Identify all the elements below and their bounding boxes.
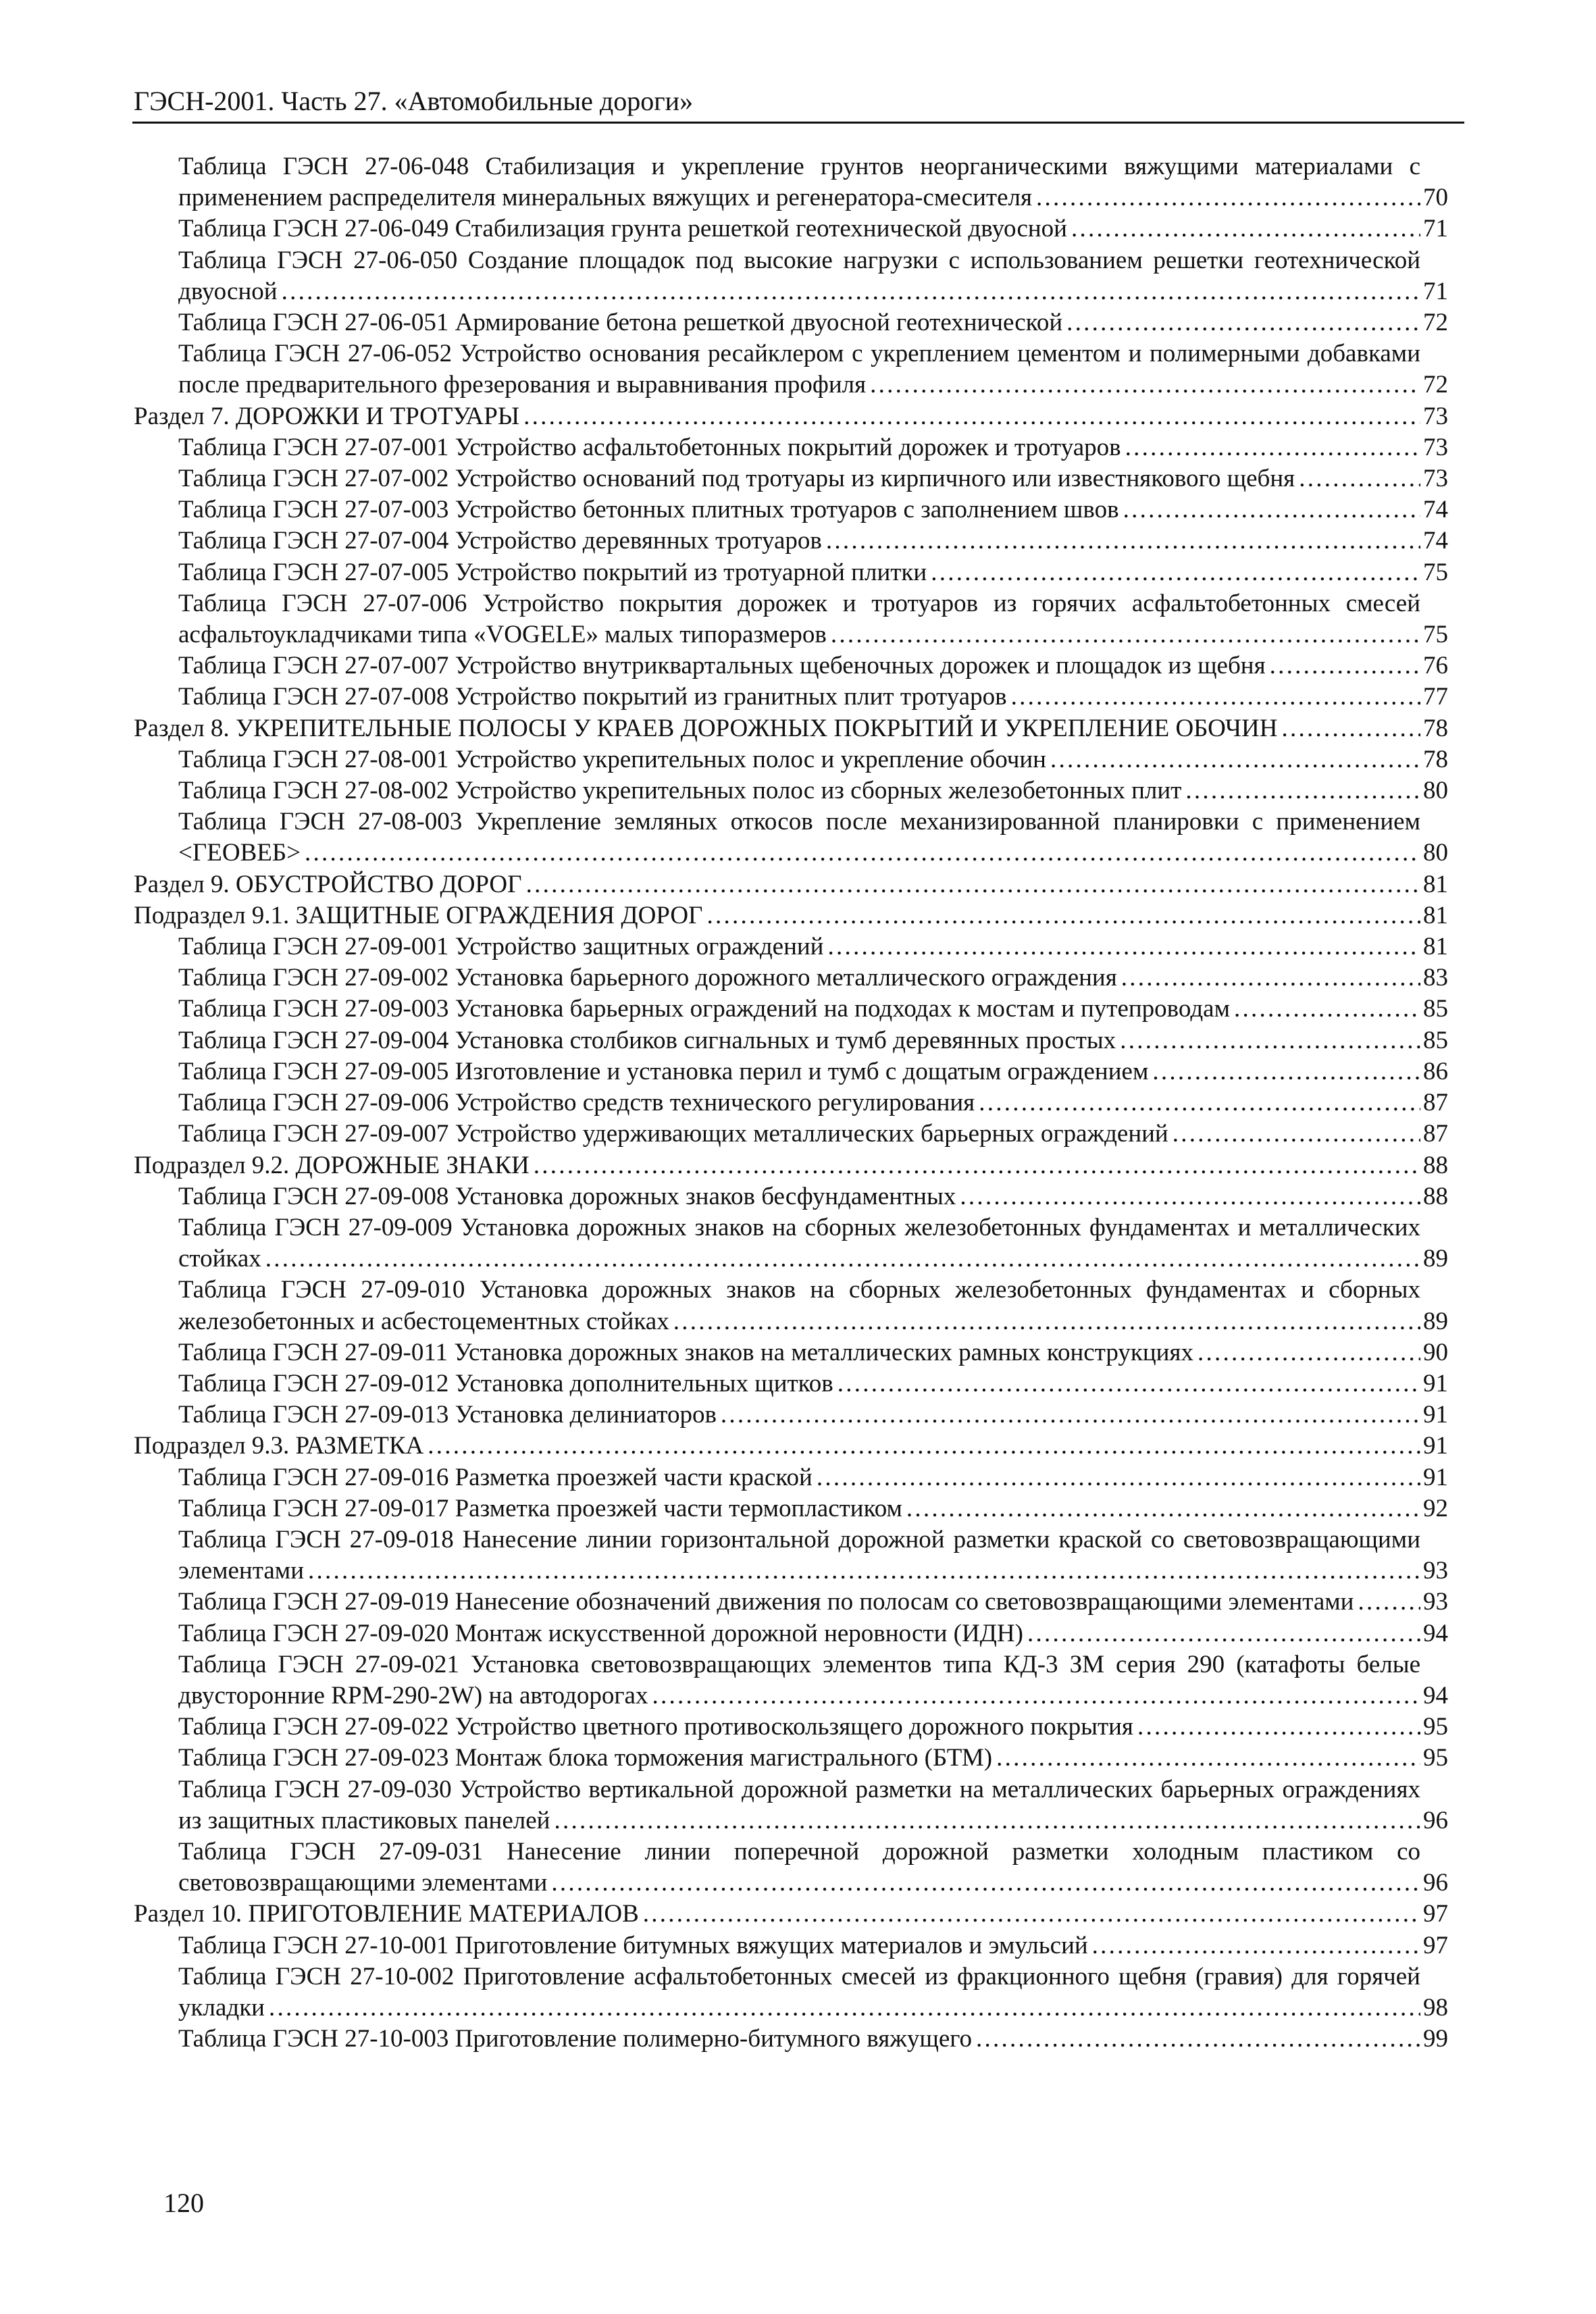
- toc-entry-title: Таблица ГЭСН 27-09-004 Установка столбиков сигнальных и тумб деревянных простых . . .: [178, 1025, 1420, 1056]
- toc-entry-title: Таблица ГЭСН 27-09-019 Нанесение обозначений движения по полосам со световозвращающими элементами . . .: [178, 1587, 1420, 1618]
- toc-entry-page-number: 73: [1423, 402, 1448, 430]
- toc-entry-page-number: 89: [1423, 1307, 1448, 1335]
- toc-table-entry: [134, 213, 1448, 245]
- toc-entry-page-number: 95: [1423, 1744, 1448, 1772]
- toc-entry-title: Таблица ГЭСН 27-09-022 Устройство цветного противоскользящего дорожного покрытия . . .: [178, 1712, 1420, 1743]
- toc-entry-title: Таблица ГЭСН 27-09-003 Установка барьерных ограждений на подходах к мостам и путепроводам . . .: [178, 994, 1420, 1025]
- toc-entry-page-number: 74: [1423, 496, 1448, 524]
- toc-entry-page-number: 91: [1423, 1463, 1448, 1491]
- toc-table-entry: [134, 1712, 1448, 1743]
- toc-entry-page-number: 87: [1423, 1120, 1448, 1148]
- toc-table-entry: [134, 1275, 1448, 1337]
- toc-entry-title: Таблица ГЭСН 27-10-001 Приготовление битумных вяжущих материалов и эмульсий . . .: [178, 1930, 1420, 1961]
- toc-section-entry: [134, 1431, 1448, 1462]
- toc-table-entry: [134, 1025, 1448, 1056]
- toc-entry-title: Таблица ГЭСН 27-07-002 Устройство оснований под тротуары из кирпичного или известнякового щебня . . .: [178, 463, 1420, 494]
- toc-table-entry: [134, 432, 1448, 463]
- toc-table-entry: [134, 2024, 1448, 2055]
- toc-table-entry: [134, 1212, 1448, 1275]
- toc-entry-page-number: 96: [1423, 1869, 1448, 1897]
- toc-entry-title: Таблица ГЭСН 27-06-049 Стабилизация грунта решеткой геотехнической двуосной . . .: [178, 213, 1420, 245]
- toc-entry-page-number: 91: [1423, 1401, 1448, 1429]
- toc-entry-page-number: 77: [1423, 683, 1448, 711]
- toc-entry-page-number: 71: [1423, 277, 1448, 305]
- toc-entry-page-number: 90: [1423, 1338, 1448, 1366]
- toc-entry-page-number: 95: [1423, 1713, 1448, 1741]
- toc-entry-page-number: 78: [1423, 714, 1448, 742]
- toc-table-entry: [134, 494, 1448, 525]
- toc-entry-page-number: 97: [1423, 1931, 1448, 1959]
- toc-entry-title: Таблица ГЭСН 27-07-003 Устройство бетонных плитных тротуаров с заполнением швов . . .: [178, 494, 1420, 525]
- toc-table-entry: [134, 1930, 1448, 1961]
- toc-section-entry: [134, 900, 1448, 931]
- toc-section-entry: [134, 869, 1448, 900]
- toc-table-entry: [134, 1462, 1448, 1493]
- toc-entry-page-number: 85: [1423, 995, 1448, 1023]
- toc-table-entry: [134, 525, 1448, 557]
- toc-entry-page-number: 88: [1423, 1151, 1448, 1179]
- toc-table-entry: [134, 1181, 1448, 1212]
- toc-entry-page-number: 91: [1423, 1369, 1448, 1397]
- toc-entry-title: Таблица ГЭСН 27-10-002 Приготовление асфальтобетонных смесей из фракционного щебня (гравия) для горячей укладки . . .: [178, 1961, 1420, 2024]
- toc-entry-title: Таблица ГЭСН 27-09-021 Установка световозвращающих элементов типа КД-3 ЗМ серия 290 (катафоты белые двусторонние RPM-290-2W) на автодорогах . . .: [178, 1649, 1420, 1712]
- toc-table-entry: [134, 588, 1448, 650]
- toc-entry-page-number: 97: [1423, 1900, 1448, 1928]
- toc-entry-page-number: 71: [1423, 215, 1448, 243]
- toc-table-entry: [134, 338, 1448, 401]
- running-header-title: ГЭСН-2001. Часть 27. «Автомобильные дороги»: [134, 86, 694, 116]
- toc-entry-page-number: 88: [1423, 1182, 1448, 1210]
- toc-entry-title: Таблица ГЭСН 27-09-012 Установка дополнительных щитков . . .: [178, 1368, 1420, 1399]
- toc-table-entry: [134, 650, 1448, 682]
- toc-table-entry: [134, 1649, 1448, 1712]
- toc-entry-title: Таблица ГЭСН 27-08-003 Укрепление земляных откосов после механизированной планировки с применением <ГЕОВЕБ> . . .: [178, 806, 1420, 869]
- header-rule: [132, 122, 1464, 124]
- toc-entry-page-number: 81: [1423, 870, 1448, 898]
- toc-entry-title: Таблица ГЭСН 27-06-050 Создание площадок под высокие нагрузки с использованием решетки геотехнической двуосной . . .: [178, 245, 1420, 307]
- toc-table-entry: [134, 1368, 1448, 1399]
- toc-entry-title: Таблица ГЭСН 27-09-008 Установка дорожных знаков бесфундаментных . . .: [178, 1181, 1420, 1212]
- toc-entry-page-number: 96: [1423, 1806, 1448, 1834]
- toc-table-entry: [134, 1524, 1448, 1587]
- toc-table-entry: [134, 1399, 1448, 1431]
- toc-entry-title: Подраздел 9.1. ЗАЩИТНЫЕ ОГРАЖДЕНИЯ ДОРОГ . . .: [134, 900, 1420, 931]
- toc-table-entry: [134, 1618, 1448, 1649]
- toc-entry-title: Таблица ГЭСН 27-06-051 Армирование бетона решеткой двуосной геотехнической . . .: [178, 307, 1420, 338]
- toc-entry-page-number: 93: [1423, 1557, 1448, 1585]
- toc-table-entry: [134, 806, 1448, 869]
- toc-entry-title: Таблица ГЭСН 27-09-017 Разметка проезжей части термопластиком . . .: [178, 1493, 1420, 1524]
- toc-entry-title: Подраздел 9.3. РАЗМЕТКА . . .: [134, 1431, 1420, 1462]
- toc-table-entry: [134, 682, 1448, 713]
- toc-entry-page-number: 73: [1423, 433, 1448, 461]
- toc-entry-title: Таблица ГЭСН 27-09-006 Устройство средств технического регулирования . . .: [178, 1087, 1420, 1119]
- toc-table-entry: [134, 1337, 1448, 1368]
- toc-entry-page-number: 98: [1423, 1993, 1448, 2022]
- toc-table-entry: [134, 1836, 1448, 1899]
- toc-entry-title: Раздел 8. УКРЕПИТЕЛЬНЫЕ ПОЛОСЫ У КРАЕВ ДОРОЖНЫХ ПОКРЫТИЙ И УКРЕПЛЕНИЕ ОБОЧИН . . .: [134, 713, 1420, 744]
- toc-entry-title: Таблица ГЭСН 27-06-052 Устройство основания ресайклером с укреплением цементом и полимерными добавками после предварительного фрезерования и выравнивания профиля . . .: [178, 338, 1420, 401]
- toc-entry-page-number: 94: [1423, 1681, 1448, 1709]
- toc-section-entry: [134, 1899, 1448, 1930]
- toc-table-entry: [134, 931, 1448, 962]
- toc-entry-title: Таблица ГЭСН 27-09-007 Устройство удерживающих металлических барьерных ограждений . . .: [178, 1119, 1420, 1150]
- toc-entry-page-number: 99: [1423, 2025, 1448, 2053]
- toc-table-entry: [134, 1961, 1448, 2024]
- toc-entry-page-number: 81: [1423, 933, 1448, 961]
- toc-entry-page-number: 75: [1423, 621, 1448, 649]
- toc-section-entry: [134, 401, 1448, 432]
- toc-entry-title: Таблица ГЭСН 27-09-005 Изготовление и установка перил и тумб с дощатым ограждением . . .: [178, 1056, 1420, 1087]
- toc-table-entry: [134, 1743, 1448, 1774]
- toc-entry-title: Таблица ГЭСН 27-07-001 Устройство асфальтобетонных покрытий дорожек и тротуаров . . .: [178, 432, 1420, 463]
- toc-table-entry: [134, 1056, 1448, 1087]
- toc-entry-title: Таблица ГЭСН 27-07-007 Устройство внутриквартальных щебеночных дорожек и площадок из щебня . . .: [178, 650, 1420, 682]
- toc-entry-title: Таблица ГЭСН 27-09-011 Установка дорожных знаков на металлических рамных конструкциях . . .: [178, 1337, 1420, 1368]
- toc-entry-title: Таблица ГЭСН 27-09-023 Монтаж блока торможения магистрального (БТМ) . . .: [178, 1743, 1420, 1774]
- toc-entry-page-number: 78: [1423, 745, 1448, 773]
- toc-entry-page-number: 94: [1423, 1619, 1448, 1647]
- toc-entry-title: Таблица ГЭСН 27-09-031 Нанесение линии поперечной дорожной разметки холодным пластиком со световозвращающими элементами . . .: [178, 1836, 1420, 1899]
- toc-entry-page-number: 81: [1423, 901, 1448, 929]
- toc-entry-page-number: 93: [1423, 1588, 1448, 1616]
- toc-table-entry: [134, 1587, 1448, 1618]
- toc-entry-title: Таблица ГЭСН 27-06-048 Стабилизация и укрепление грунтов неорганическими вяжущими материалами с применением распределителя минеральных вяжущих и регенератора-смесителя . . .: [178, 151, 1420, 213]
- toc-entry-title: Раздел 9. ОБУСТРОЙСТВО ДОРОГ . . .: [134, 869, 1420, 900]
- toc-table-entry: [134, 463, 1448, 494]
- toc-section-entry: [134, 713, 1448, 744]
- toc-entry-title: Подраздел 9.2. ДОРОЖНЫЕ ЗНАКИ . . .: [134, 1150, 1420, 1181]
- toc-entry-page-number: 70: [1423, 184, 1448, 212]
- toc-section-entry: [134, 1150, 1448, 1181]
- toc-table-entry: [134, 1774, 1448, 1836]
- toc-table-entry: [134, 1493, 1448, 1524]
- toc-entry-title: Таблица ГЭСН 27-07-008 Устройство покрытий из гранитных плит тротуаров . . .: [178, 682, 1420, 713]
- toc-entry-title: Таблица ГЭСН 27-07-005 Устройство покрытий из тротуарной плитки . . .: [178, 557, 1420, 588]
- toc-entry-title: Раздел 10. ПРИГОТОВЛЕНИЕ МАТЕРИАЛОВ . . .: [134, 1899, 1420, 1930]
- toc-entry-title: Таблица ГЭСН 27-08-002 Устройство укрепительных полос из сборных железобетонных плит . . .: [178, 775, 1420, 806]
- toc-entry-title: Таблица ГЭСН 27-09-001 Устройство защитных ограждений . . .: [178, 931, 1420, 962]
- toc-entry-page-number: 83: [1423, 964, 1448, 992]
- toc-entry-title: Таблица ГЭСН 27-09-016 Разметка проезжей части краской . . .: [178, 1462, 1420, 1493]
- toc-table-entry: [134, 744, 1448, 775]
- toc-entry-title: Раздел 7. ДОРОЖКИ И ТРОТУАРЫ . . .: [134, 401, 1420, 432]
- toc-entry-page-number: 87: [1423, 1089, 1448, 1117]
- toc-entry-title: Таблица ГЭСН 27-07-004 Устройство деревянных тротуаров . . .: [178, 525, 1420, 557]
- toc-entry-page-number: 76: [1423, 652, 1448, 680]
- toc-entry-title: Таблица ГЭСН 27-09-002 Установка барьерного дорожного металлического ограждения . . .: [178, 962, 1420, 994]
- toc-entry-title: Таблица ГЭСН 27-09-020 Монтаж искусственной дорожной неровности (ИДН) . . .: [178, 1618, 1420, 1649]
- toc-entry-page-number: 74: [1423, 527, 1448, 555]
- toc-table-entry: [134, 307, 1448, 338]
- toc-table-entry: [134, 245, 1448, 307]
- toc-entry-page-number: 80: [1423, 839, 1448, 867]
- toc-entry-page-number: 89: [1423, 1245, 1448, 1273]
- toc-entry-title: Таблица ГЭСН 27-09-030 Устройство вертикальной дорожной разметки на металлических барьерных ограждениях из защитных пластиковых панелей . . .: [178, 1774, 1420, 1836]
- toc-entry-title: Таблица ГЭСН 27-09-013 Установка делиниаторов . . .: [178, 1399, 1420, 1431]
- toc-entry-page-number: 92: [1423, 1494, 1448, 1522]
- toc-entry-page-number: 80: [1423, 777, 1448, 805]
- toc-entry-title: Таблица ГЭСН 27-08-001 Устройство укрепительных полос и укрепление обочин . . .: [178, 744, 1420, 775]
- toc-table-entry: [134, 557, 1448, 588]
- toc-table-entry: [134, 775, 1448, 806]
- toc-table-entry: [134, 1119, 1448, 1150]
- table-of-contents: [134, 151, 1448, 2055]
- toc-entry-page-number: 75: [1423, 558, 1448, 586]
- page-number: 120: [163, 2188, 204, 2218]
- toc-table-entry: [134, 1087, 1448, 1119]
- toc-entry-page-number: 72: [1423, 309, 1448, 337]
- toc-entry-page-number: 86: [1423, 1057, 1448, 1085]
- toc-entry-page-number: 85: [1423, 1026, 1448, 1054]
- toc-entry-title: Таблица ГЭСН 27-09-010 Установка дорожных знаков на сборных железобетонных фундаментах и сборных железобетонных и асбестоцементных стойках . . .: [178, 1275, 1420, 1337]
- toc-table-entry: [134, 151, 1448, 213]
- toc-table-entry: [134, 962, 1448, 994]
- toc-entry-title: Таблица ГЭСН 27-07-006 Устройство покрытия дорожек и тротуаров из горячих асфальтобетонных смесей асфальтоукладчиками типа «VOGELE» малых типоразмеров . . .: [178, 588, 1420, 650]
- toc-entry-page-number: 91: [1423, 1432, 1448, 1460]
- toc-entry-page-number: 73: [1423, 465, 1448, 493]
- toc-entry-title: Таблица ГЭСН 27-09-018 Нанесение линии горизонтальной дорожной разметки краской со световозвращающими элементами . . .: [178, 1524, 1420, 1587]
- toc-entry-title: Таблица ГЭСН 27-09-009 Установка дорожных знаков на сборных железобетонных фундаментах и металлических стойках . . .: [178, 1212, 1420, 1275]
- toc-table-entry: [134, 994, 1448, 1025]
- toc-entry-page-number: 72: [1423, 371, 1448, 399]
- toc-entry-title: Таблица ГЭСН 27-10-003 Приготовление полимерно-битумного вяжущего . . .: [178, 2024, 1420, 2055]
